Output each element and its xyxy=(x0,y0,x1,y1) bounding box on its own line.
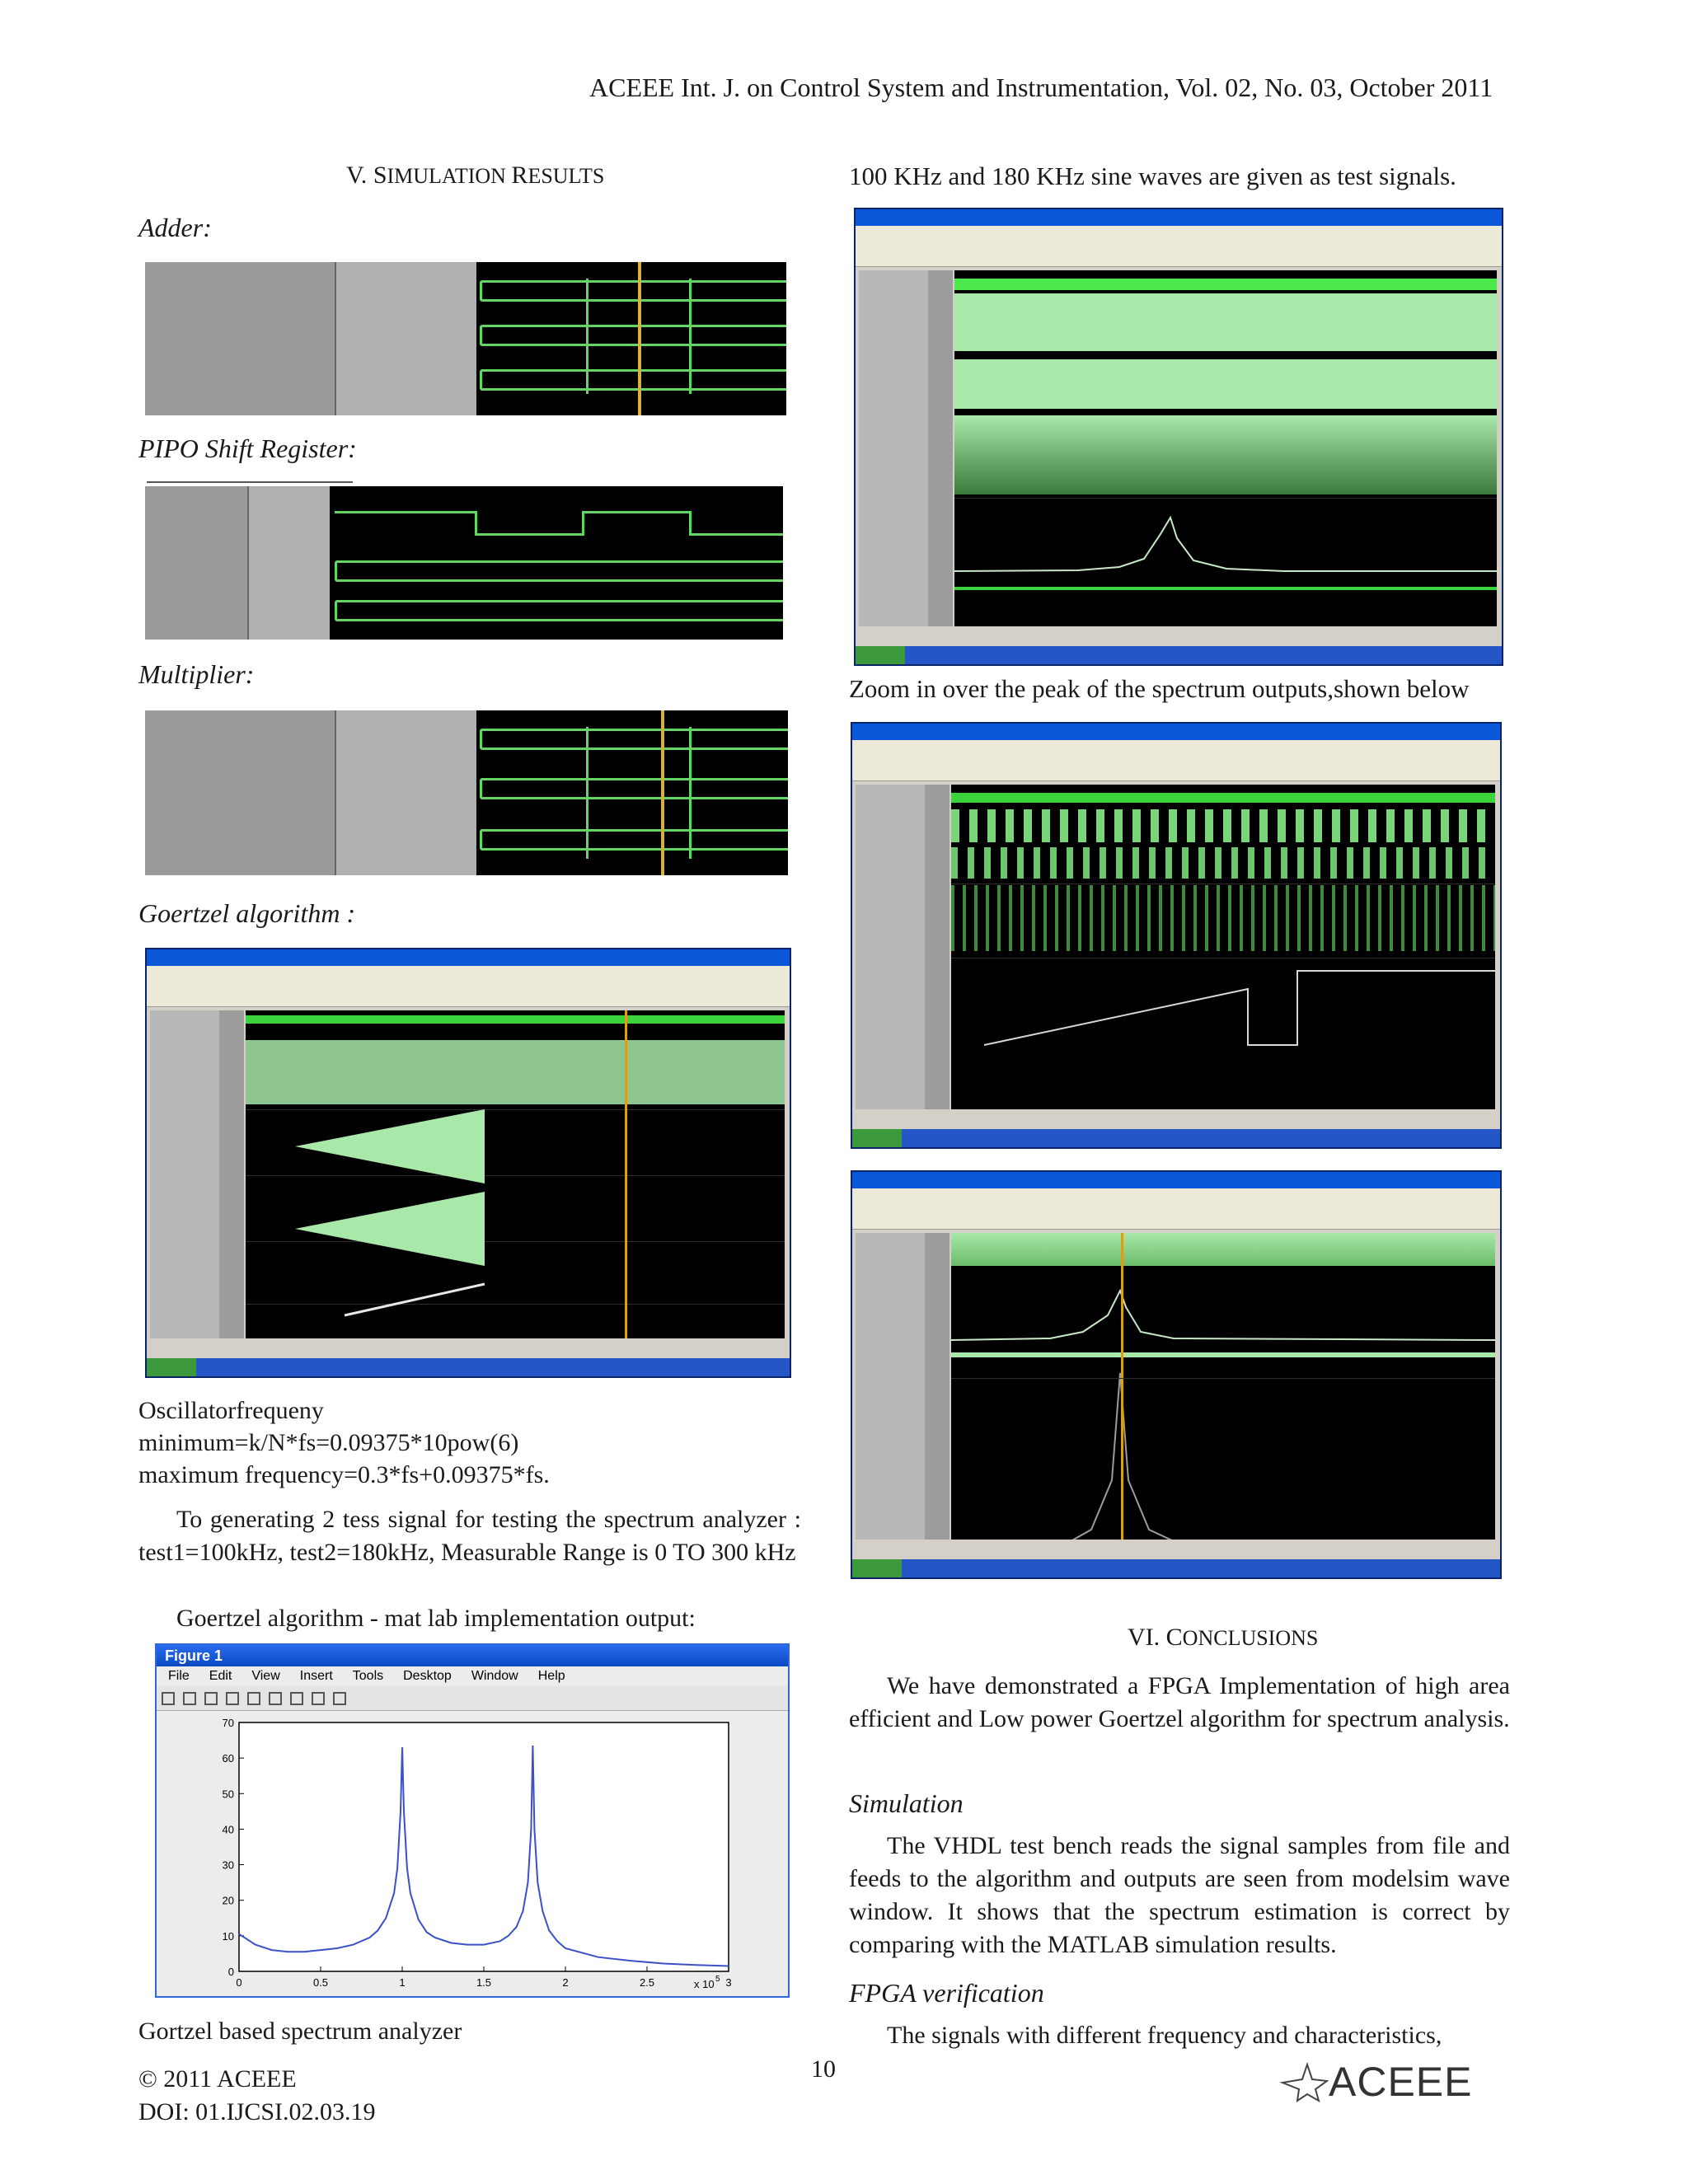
section-heading-simulation-results xyxy=(346,162,604,190)
y-tick-label: 70 xyxy=(222,1717,234,1729)
plot-area xyxy=(239,1722,729,1971)
label-adder: Adder: xyxy=(138,213,212,242)
aceee-logo xyxy=(1279,2057,1473,2107)
fpga-paragraph: The signals with different frequency and characteristics, xyxy=(887,2022,1442,2049)
y-tick-label: 50 xyxy=(222,1788,234,1801)
underline-rule xyxy=(147,481,353,483)
y-tick-label: 30 xyxy=(222,1858,234,1872)
figure-menu xyxy=(157,1666,788,1686)
spectrum-modelsim-screenshot-1 xyxy=(854,208,1503,666)
section6-rest: ONCLUSIONS xyxy=(1182,1626,1319,1650)
caption-gortzel-spectrum: Gortzel based spectrum analyzer xyxy=(138,2018,462,2045)
pipo-waveform-image xyxy=(145,486,783,640)
menu-help[interactable]: Help xyxy=(537,1669,565,1683)
spectrum-modelsim-screenshot-2 xyxy=(851,722,1502,1149)
menu-view[interactable]: View xyxy=(251,1669,280,1683)
footer-copyright: © 2011 ACEEE xyxy=(138,2065,297,2093)
x-tick-label: 0.5 xyxy=(312,1976,329,1989)
x-tick-label: 1.5 xyxy=(476,1976,492,1989)
label-multiplier: Multiplier: xyxy=(138,659,255,689)
print-icon[interactable] xyxy=(226,1692,239,1705)
simulation-paragraph: The VHDL test bench reads the signal samples from file and feeds to the algorithm and outputs are seen from modelsim wave window. It shows that the spectrum estimation is correct by comparing with the MATLAB simulation results. xyxy=(849,1832,1510,1958)
journal-header: ACEEE Int. J. on Control System and Instrumentation, Vol. 02, No. 03, October 2011 xyxy=(589,73,1493,102)
rotate-icon[interactable] xyxy=(333,1692,346,1705)
label-goertzel-algorithm: Goertzel algorithm : xyxy=(138,898,356,928)
osc-line-3: maximum frequency=0.3*fs+0.09375*fs. xyxy=(138,1461,550,1488)
sawtooth-shape xyxy=(951,954,1495,1053)
x-tick-label: 2 xyxy=(562,1976,569,1989)
matlab-figure-window xyxy=(155,1643,790,1998)
conclusion-paragraph: We have demonstrated a FPGA Implementation of high area efficient and Low power Goertzel algorithm for spectrum analysis. xyxy=(849,1672,1510,1732)
label-pipo-shift-register: PIPO Shift Register: xyxy=(138,434,357,463)
zoom-in-icon[interactable] xyxy=(269,1692,282,1705)
spectrum-modelsim-screenshot-3 xyxy=(851,1170,1502,1579)
goertzel-modelsim-screenshot xyxy=(145,948,791,1378)
section-rest2: ESULTS xyxy=(528,164,605,188)
matlab-output-paragraph: Goertzel algorithm - mat lab implementation output: xyxy=(176,1605,696,1632)
open-icon[interactable] xyxy=(183,1692,196,1705)
oscillator-text-block xyxy=(138,1394,798,1491)
menu-edit[interactable]: Edit xyxy=(209,1669,232,1683)
menu-insert[interactable]: Insert xyxy=(299,1669,333,1683)
star-logo-icon xyxy=(1279,2061,1329,2102)
pointer-icon[interactable] xyxy=(247,1692,260,1705)
x-tick-label: 2.5 xyxy=(639,1976,655,1989)
y-tick-label: 0 xyxy=(227,1966,234,1978)
page-number: 10 xyxy=(811,2055,836,2083)
section-cap1: S xyxy=(373,162,387,189)
x-tick-label: 0 xyxy=(236,1976,242,1989)
section-rest1: IMULATION xyxy=(387,164,512,188)
heading-fpga-verification: FPGA verification xyxy=(849,1978,1044,2008)
section-number: V. xyxy=(346,162,373,189)
menu-tools[interactable]: Tools xyxy=(352,1669,384,1683)
zoom-caption-text: Zoom in over the peak of the spectrum outputs,shown below xyxy=(849,674,1470,703)
adder-waveform-image xyxy=(145,262,786,415)
menu-window[interactable]: Window xyxy=(471,1669,518,1683)
section-cap2: R xyxy=(511,162,528,189)
new-icon[interactable] xyxy=(162,1692,175,1705)
x-tick-label: 1 xyxy=(399,1976,406,1989)
menu-file[interactable]: File xyxy=(168,1669,190,1683)
figure-title: Figure 1 xyxy=(157,1645,788,1666)
x-exponent-label: x 10 xyxy=(694,1978,715,1990)
section6-number: VI. xyxy=(1128,1624,1166,1651)
goertzel-spectrum-chart xyxy=(157,1711,788,1996)
y-tick-label: 40 xyxy=(222,1823,234,1836)
y-tick-label: 20 xyxy=(222,1894,234,1907)
pan-icon[interactable] xyxy=(312,1692,325,1705)
y-tick-label: 60 xyxy=(222,1752,234,1765)
osc-line-2: minimum=k/N*fs=0.09375*10pow(6) xyxy=(138,1429,519,1456)
osc-line-1: Oscillatorfrequeny xyxy=(138,1397,324,1424)
save-icon[interactable] xyxy=(204,1692,218,1705)
zoom-out-icon[interactable] xyxy=(290,1692,303,1705)
logo-text: ACEEE xyxy=(1329,2059,1473,2105)
spectrum-peak-shapes-3 xyxy=(951,1282,1495,1554)
test-signal-paragraph: To generating 2 tess signal for testing the spectrum analyzer : test1=100kHz, test2=180kHz, Measurable Range is 0 TO 300 kHz xyxy=(138,1506,801,1566)
x-tick-label: 3 xyxy=(725,1976,732,1989)
footer-doi: DOI: 01.IJCSI.02.03.19 xyxy=(138,2098,376,2125)
section-heading-conclusions xyxy=(1128,1624,1318,1652)
menu-desktop[interactable]: Desktop xyxy=(403,1669,452,1683)
section6-cap: C xyxy=(1165,1624,1183,1651)
goertzel-wave-shapes xyxy=(246,1010,790,1340)
multiplier-waveform-image xyxy=(145,710,788,875)
right-intro-text: 100 KHz and 180 KHz sine waves are given as test signals. xyxy=(849,162,1456,190)
heading-simulation: Simulation xyxy=(849,1788,964,1818)
x-exponent-power: 5 xyxy=(715,1975,720,1984)
y-tick-label: 10 xyxy=(222,1929,234,1943)
spectrum-peak-shape-1 xyxy=(954,501,1498,575)
figure-toolbar xyxy=(157,1686,788,1711)
